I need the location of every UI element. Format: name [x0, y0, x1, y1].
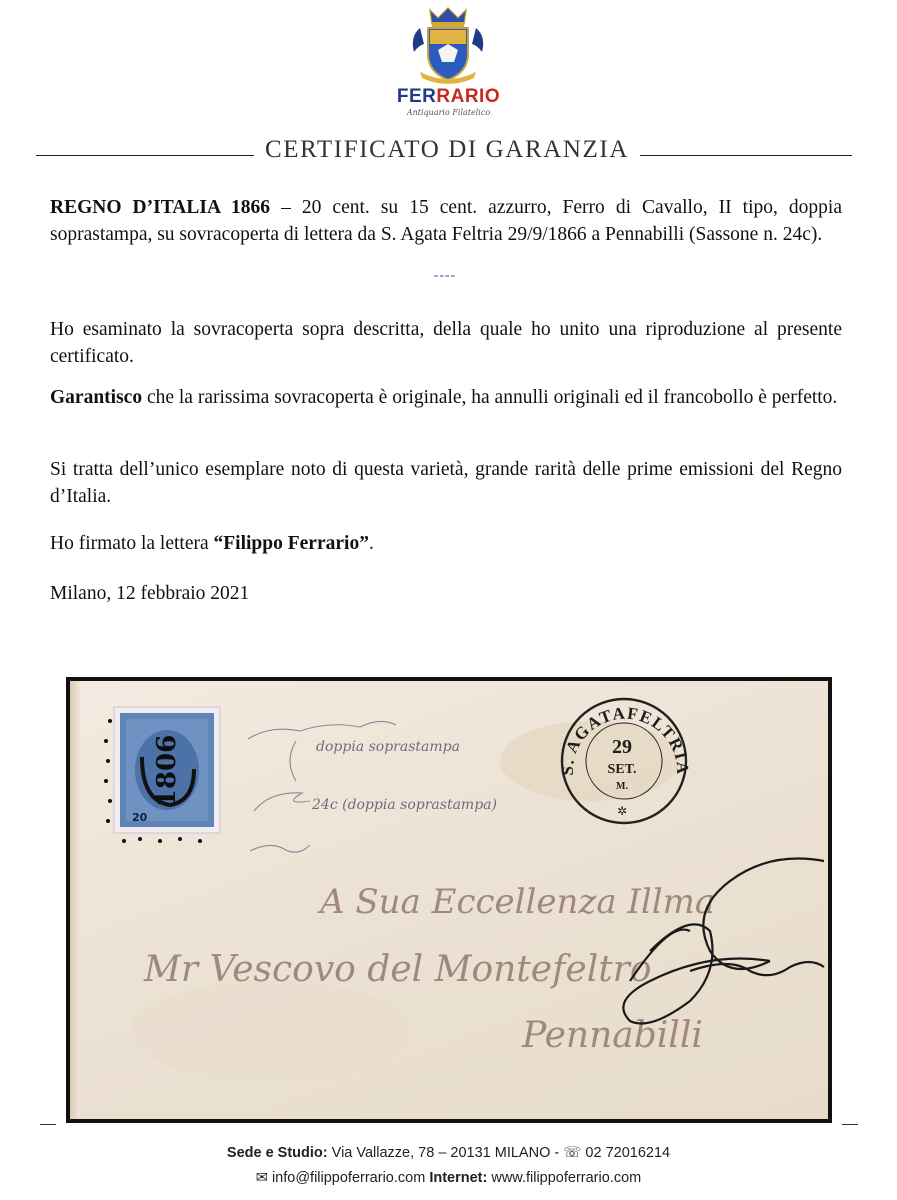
footer-email-link[interactable]: info@filippoferrario.com — [267, 1170, 430, 1186]
cover-photo — [66, 677, 832, 1123]
rarity-paragraph: Si tratta dell’unico esemplare noto di questa varietà, grande rarità delle prime emissioni del Regno d’Italia. — [50, 459, 842, 507]
footer-sede-label: Sede e Studio: — [226, 1145, 328, 1161]
footer-contact-line — [0, 1170, 897, 1186]
guarantee-keyword: Garantisco — [50, 387, 143, 408]
footer-phone: 02 72016214 — [581, 1145, 671, 1161]
address-line-2: Mr Vescovo del Montefeltro — [144, 949, 652, 990]
guarantee-text: che la rarissima sovracoperta è originale, ha annulli originali ed il francobollo è perfetto. — [142, 387, 838, 408]
place-date: Milano, 12 febbraio 2021 — [50, 583, 250, 604]
footer-internet-label: Internet: — [429, 1170, 488, 1186]
brand-name: FERRARIO — [396, 86, 501, 107]
postmark-m: M. — [616, 781, 628, 792]
stamp-numeral: 1806 — [152, 734, 182, 808]
cover-drawing — [70, 681, 828, 1119]
coat-of-arms-logo — [408, 6, 488, 86]
title-rule-left — [36, 155, 254, 156]
mail-icon: ✉ — [255, 1170, 268, 1186]
signature-name: “Filippo Ferrario” — [213, 533, 369, 554]
description-text: – 20 cent. su 15 cent. azzurro, Ferro di Cavallo, II tipo, doppia soprastampa, su sovracoperta di lettera da S. Agata Feltria 29/9/1866 a Pennabilli (Sassone n. 24c). — [50, 197, 842, 245]
cut-mark-right — [842, 1124, 858, 1125]
description-paragraph — [50, 194, 842, 248]
address-line-3: Pennabilli — [522, 1015, 703, 1056]
guarantee-paragraph — [50, 384, 842, 411]
crest-icon — [408, 6, 488, 86]
pencil-note-2: 24c (doppia soprastampa) — [312, 797, 497, 813]
postmark-town-text: S. AGATAFELTRIA — [557, 703, 693, 776]
address-line-1: A Sua Eccellenza Illma — [320, 882, 716, 922]
postmark-month: SET. — [607, 762, 637, 777]
stamp-corner: 20 — [132, 811, 148, 824]
pencil-note-1: doppia soprastampa — [316, 739, 460, 755]
signature-paragraph: Ho firmato la lettera “Filippo Ferrario”. — [50, 533, 374, 554]
footer-address: Via Vallazze, 78 – 20131 MILANO - — [327, 1145, 564, 1161]
brand-tagline: Antiquario Filatelico — [406, 108, 491, 117]
cut-mark-left — [40, 1124, 56, 1125]
page-title: CERTIFICATO DI GARANZIA — [265, 136, 629, 163]
phone-icon: ☏ — [563, 1145, 582, 1161]
stamp — [104, 707, 220, 843]
title-row — [36, 136, 852, 166]
description-heading: REGNO D’ITALIA 1866 — [50, 197, 271, 218]
footer-website-link[interactable]: www.filippoferrario.com — [487, 1170, 642, 1186]
separator: ---- — [433, 268, 457, 283]
postmark-day: 29 — [612, 736, 632, 758]
cover-sheet — [70, 681, 828, 1119]
signature-text: Ho firmato la lettera — [50, 533, 214, 554]
title-rule-right — [640, 155, 852, 156]
footer-address-line — [0, 1145, 897, 1161]
examination-paragraph: Ho esaminato la sovracoperta sopra descritta, della quale ho unito una riproduzione al presente certificato. — [50, 319, 842, 367]
svg-text:✲: ✲ — [616, 804, 628, 818]
